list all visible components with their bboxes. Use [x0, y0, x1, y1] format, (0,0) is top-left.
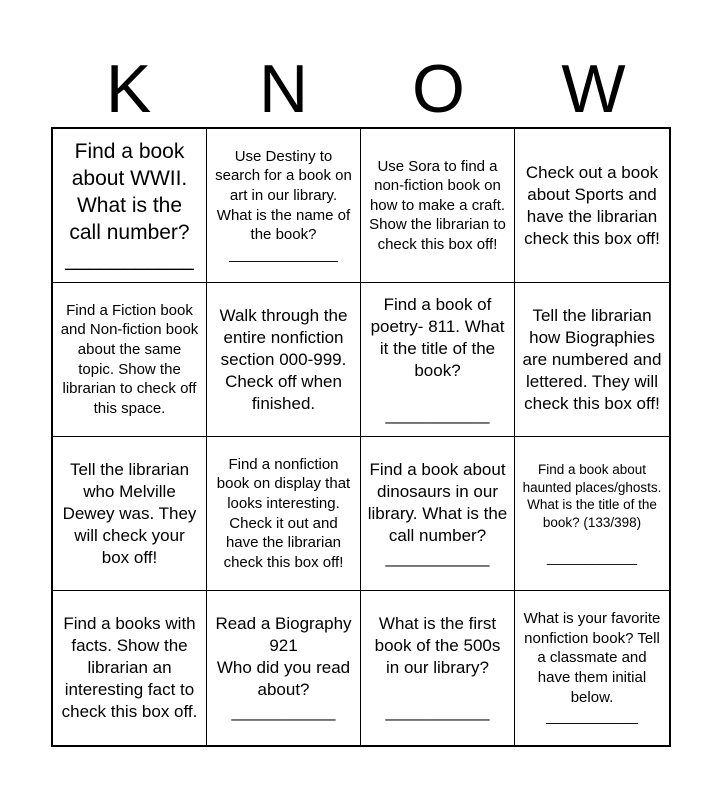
- bingo-cell[interactable]: [207, 591, 361, 745]
- bingo-board: [51, 127, 671, 747]
- cell-text: Find a nonfiction book on display that looks interesting. Check it out and have the librarian check this box off!: [216, 455, 351, 571]
- cell-text: What is your favorite nonfiction book? Tell a classmate and have them initial below. ___________: [523, 610, 661, 726]
- bingo-header: [51, 50, 671, 128]
- bingo-cell[interactable]: [515, 129, 669, 283]
- bingo-cell[interactable]: [207, 283, 361, 437]
- cell-text: What is the first book of the 500s in our library? ___________: [374, 614, 501, 721]
- cell-text: Check out a book about Sports and have the librarian check this box off!: [524, 162, 660, 248]
- header-letter-o: O: [412, 51, 465, 127]
- bingo-cell[interactable]: [207, 437, 361, 591]
- bingo-cell[interactable]: [515, 437, 669, 591]
- bingo-cell[interactable]: [361, 129, 515, 283]
- cell-text: Find a book about haunted places/ghosts. What is the title of the book? (133/398) ____________: [522, 462, 662, 565]
- cell-text: Tell the librarian who Melville Dewey was. They will check your box off!: [62, 459, 197, 567]
- cell-text: Read a Biography 921 Who did you read about? ___________: [215, 614, 352, 721]
- bingo-cell[interactable]: [361, 437, 515, 591]
- header-letter-w: W: [561, 51, 626, 127]
- bingo-cell[interactable]: [207, 129, 361, 283]
- header-letter-n: N: [258, 51, 309, 127]
- bingo-cell[interactable]: [361, 283, 515, 437]
- cell-text: Find a book about WWII. What is the call number? ___________: [65, 140, 194, 271]
- cell-text: Find a book about dinosaurs in our library. What is the call number? ___________: [367, 459, 508, 567]
- bingo-cell[interactable]: [53, 437, 207, 591]
- cell-text: Find a Fiction book and Non-fiction book about the same topic. Show the librarian to check off this space.: [60, 301, 199, 417]
- bingo-cell[interactable]: [361, 591, 515, 745]
- cell-text: Tell the librarian how Biographies are numbered and lettered. They will check this box off!: [522, 305, 662, 413]
- cell-text: Use Destiny to search for a book on art in our library. What is the name of the book? _____________: [215, 147, 352, 263]
- bingo-cell[interactable]: [515, 591, 669, 745]
- bingo-cell[interactable]: [53, 129, 207, 283]
- cell-text: Find a books with facts. Show the librarian an interesting fact to check this box off.: [61, 614, 198, 721]
- cell-text: Find a book of poetry- 811. What it the title of the book? ___________: [370, 294, 505, 424]
- cell-text: Use Sora to find a non-fiction book on how to make a craft. Show the librarian to check this box off!: [369, 157, 506, 253]
- bingo-cell[interactable]: [515, 283, 669, 437]
- bingo-cell[interactable]: [53, 591, 207, 745]
- header-letter-k: K: [105, 51, 152, 127]
- cell-text: Walk through the entire nonfiction section 000-999. Check off when finished.: [219, 305, 348, 413]
- bingo-cell[interactable]: [53, 283, 207, 437]
